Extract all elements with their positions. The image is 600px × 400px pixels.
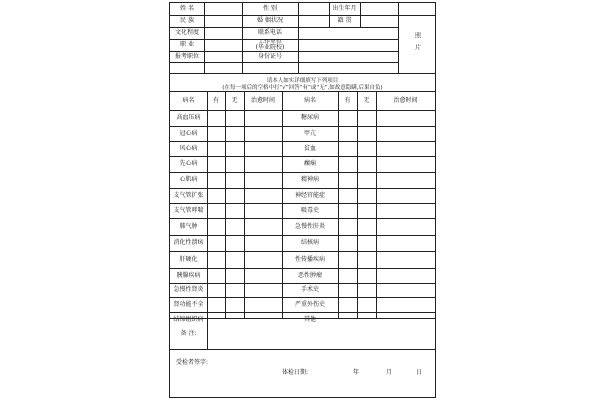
disease-name-right: 吸毒史 [300, 206, 319, 214]
checkbox-no-right[interactable] [357, 126, 376, 141]
cure-time-left[interactable] [244, 283, 282, 297]
disease-name-right: 贫血 [303, 144, 316, 152]
year-label: 年 [353, 369, 360, 376]
birth-date-label: 出生年月 [332, 5, 357, 12]
occupation-label: 职 业 [180, 41, 194, 48]
cure-time-right[interactable] [376, 251, 435, 268]
checkbox-yes-right[interactable] [338, 297, 357, 312]
cure-time-left[interactable] [244, 218, 282, 235]
disease-name-left: 冠心病 [179, 129, 198, 137]
disease-name-left: 支气管扩张 [173, 191, 204, 199]
cure-time-right[interactable] [376, 141, 435, 156]
checkbox-yes-left[interactable] [207, 251, 225, 268]
col-divider [357, 91, 358, 318]
cure-time-left[interactable] [244, 126, 282, 141]
checkbox-no-right[interactable] [357, 283, 376, 297]
checkbox-yes-left[interactable] [207, 126, 225, 141]
disease-name-right: 糖尿病 [300, 114, 319, 121]
checkbox-yes-right[interactable] [338, 172, 357, 188]
checkbox-yes-left[interactable] [207, 172, 225, 188]
checkbox-yes-right[interactable] [338, 110, 357, 126]
checkbox-yes-right[interactable] [338, 283, 357, 297]
row-divider [170, 73, 435, 74]
cure-time-left[interactable] [244, 235, 282, 251]
phone-label: 联系电话 [257, 29, 282, 36]
disease-name-left: 支气管哮喘 [173, 206, 204, 214]
header-cure-time-right: 治愈时间 [393, 96, 418, 104]
col-divider [376, 91, 377, 318]
cure-time-left[interactable] [244, 297, 282, 312]
photo-label: 照片 [413, 32, 421, 56]
checkbox-no-right[interactable] [357, 235, 376, 251]
row-divider [170, 15, 435, 16]
disease-name-left: 消化性溃疡 [173, 239, 204, 246]
cure-time-left[interactable] [244, 156, 282, 172]
cure-time-right[interactable] [376, 297, 435, 312]
disease-name-right: 严重外伤史 [294, 300, 325, 308]
checkbox-no-right[interactable] [357, 141, 376, 156]
employer-label [242, 39, 298, 51]
checkbox-no-left[interactable] [225, 218, 244, 235]
instructions-line1: 请本人如实详细填写下列项目 [266, 78, 339, 84]
day-label: 日 [416, 369, 423, 376]
checkbox-no-right[interactable] [357, 297, 376, 312]
employer-sub-label: (毕业院校) [255, 44, 285, 51]
month-label: 月 [386, 369, 393, 376]
cure-time-right[interactable] [376, 203, 435, 218]
col-divider [207, 91, 208, 318]
checkbox-yes-left[interactable] [207, 283, 225, 297]
disease-name-left: 肾功能不全 [173, 300, 204, 308]
col-divider [298, 3, 299, 73]
education-label: 文化程度 [174, 29, 199, 36]
disease-name-left: 结缔组织病 [173, 316, 204, 323]
cure-time-left[interactable] [244, 268, 282, 283]
checkbox-yes-left[interactable] [207, 268, 225, 283]
marital-status-label: 婚 姻状况 [257, 17, 283, 24]
header-no-right: 无 [363, 96, 370, 104]
checkbox-no-right[interactable] [357, 203, 376, 218]
checkbox-no-right[interactable] [357, 268, 376, 283]
checkbox-no-left[interactable] [225, 203, 244, 218]
checkbox-yes-right[interactable] [338, 188, 357, 203]
disease-name-right: 恶性肿瘤 [297, 271, 322, 279]
cure-time-right[interactable] [376, 235, 435, 251]
disease-name-right: 结核病 [300, 239, 319, 246]
cure-time-right[interactable] [376, 110, 435, 126]
cure-time-left[interactable] [244, 203, 282, 218]
checkbox-yes-right[interactable] [338, 203, 357, 218]
cure-time-right[interactable] [376, 268, 435, 283]
checkbox-yes-left[interactable] [207, 297, 225, 312]
cure-time-right[interactable] [376, 218, 435, 235]
gender-label: 性 别 [263, 5, 277, 12]
disease-name-right: 性传播疾病 [294, 255, 325, 263]
exam-date-label: 体检日期: [282, 369, 309, 376]
checkbox-yes-left[interactable] [207, 156, 225, 172]
disease-name-right: 甲亢 [303, 129, 316, 137]
checkbox-yes-right[interactable] [338, 218, 357, 235]
cure-time-left[interactable] [244, 188, 282, 203]
row-divider [170, 349, 435, 350]
checkbox-yes-left[interactable] [207, 218, 225, 235]
header-disease-right: 病名 [303, 96, 316, 104]
disease-name-right: 癫痫 [303, 160, 316, 167]
checkbox-yes-left[interactable] [207, 188, 225, 203]
cure-time-right[interactable] [376, 156, 435, 172]
header-cure-time-left: 治愈时间 [250, 96, 275, 104]
checkbox-no-right[interactable] [357, 172, 376, 188]
checkbox-no-left[interactable] [225, 235, 244, 251]
disease-name-right: 急慢性肝炎 [294, 222, 325, 230]
checkbox-no-left[interactable] [225, 297, 244, 312]
col-divider [360, 3, 361, 27]
checkbox-no-left[interactable] [225, 251, 244, 268]
disease-name-left: 心肌病 [179, 176, 198, 183]
checkbox-no-left[interactable] [225, 188, 244, 203]
checkbox-no-left[interactable] [225, 110, 244, 126]
col-divider [204, 3, 205, 73]
checkbox-no-left[interactable] [225, 268, 244, 283]
checkbox-no-right[interactable] [357, 156, 376, 172]
checkbox-no-right[interactable] [357, 188, 376, 203]
disease-name-left: 急慢性肾炎 [173, 286, 204, 293]
native-place-label: 籍 贯 [337, 17, 352, 24]
disease-name-right: 神经官能症 [294, 191, 325, 199]
checkbox-no-left[interactable] [225, 172, 244, 188]
checkbox-yes-left[interactable] [207, 141, 225, 156]
checkbox-no-left[interactable] [225, 156, 244, 172]
ethnicity-label: 民 族 [180, 17, 194, 24]
cure-time-right[interactable] [376, 172, 435, 188]
checkbox-no-left[interactable] [225, 126, 244, 141]
header-yes-right: 有 [344, 96, 351, 104]
checkbox-yes-left[interactable] [207, 203, 225, 218]
employer-label-text: 工作单位 [257, 39, 282, 45]
col-divider [282, 91, 283, 318]
disease-name-right: 精神病 [300, 176, 319, 183]
signature-label: 受检者签字: [176, 359, 209, 366]
header-disease-left: 病名 [182, 96, 195, 104]
checkbox-yes-right[interactable] [338, 126, 357, 141]
cure-time-left[interactable] [244, 141, 282, 156]
checkbox-no-right[interactable] [357, 110, 376, 126]
disease-name-right: 手术史 [300, 286, 319, 293]
cure-time-left[interactable] [244, 110, 282, 126]
remarks-label: 备 注: [180, 329, 197, 337]
disease-name-left: 肺气肿 [179, 222, 198, 230]
header-yes-left: 有 [212, 96, 219, 104]
cure-time-left[interactable] [244, 251, 282, 268]
col-divider [244, 91, 245, 318]
position-label: 报考职位 [174, 52, 199, 60]
disease-name-left: 高血压病 [176, 114, 201, 121]
checkbox-no-left[interactable] [225, 141, 244, 156]
disease-name-left: 肝硬化 [179, 255, 198, 263]
instructions-line2: (在每一项后的空格中打“√”回答“有”或“无”,如故意隐瞒,后果自负) [222, 85, 383, 91]
health-form [169, 2, 436, 398]
cure-time-left[interactable] [244, 172, 282, 188]
checkbox-yes-right[interactable] [338, 235, 357, 251]
disease-name-left: 胰腺疾病 [176, 271, 201, 279]
checkbox-yes-left[interactable] [207, 110, 225, 126]
disease-name-left: 风心病 [179, 144, 198, 152]
col-divider [338, 91, 339, 318]
disease-name-left: 先心病 [179, 160, 198, 167]
checkbox-yes-left[interactable] [207, 235, 225, 251]
checkbox-no-right[interactable] [357, 218, 376, 235]
cure-time-right[interactable] [376, 188, 435, 203]
checkbox-yes-right[interactable] [338, 268, 357, 283]
photo-box[interactable] [398, 15, 435, 73]
id-card-label: 身份证号 [257, 52, 282, 60]
name-label: 姓 名 [180, 5, 194, 12]
checkbox-yes-right[interactable] [338, 156, 357, 172]
remarks-field[interactable] [208, 319, 434, 348]
checkbox-yes-right[interactable] [338, 141, 357, 156]
disease-name-right: 其他 [303, 316, 316, 323]
checkbox-no-left[interactable] [225, 283, 244, 297]
checkbox-yes-right[interactable] [338, 251, 357, 268]
header-no-left: 无 [231, 96, 238, 104]
checkbox-no-right[interactable] [357, 251, 376, 268]
cure-time-right[interactable] [376, 126, 435, 141]
col-divider [225, 91, 226, 318]
cure-time-right[interactable] [376, 283, 435, 297]
